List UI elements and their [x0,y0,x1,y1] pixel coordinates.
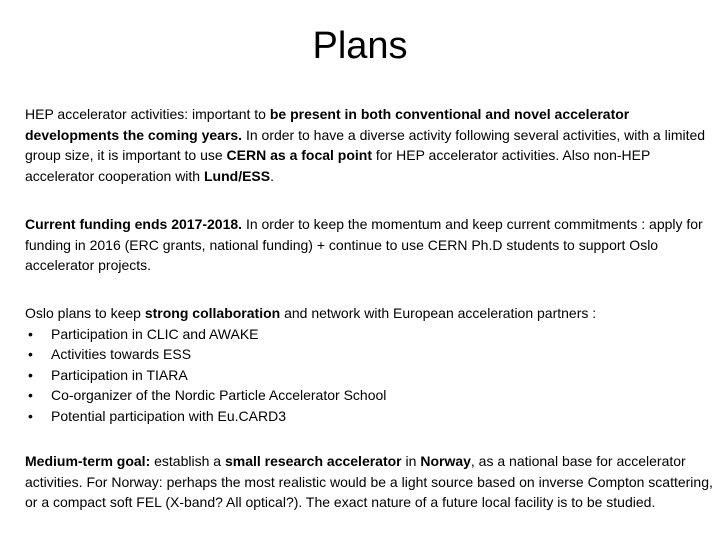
p1-text-3: for HEP accelerator activities. Also non-HEP accelerator cooperation with [25,147,651,184]
list-item [25,324,715,345]
paragraph-hep-activities [25,104,715,186]
bullet-icon: • [28,407,33,424]
list-item [25,365,715,386]
bullet-icon: • [28,387,33,403]
p1-text-1: HEP accelerator activities: important to [25,106,270,122]
p1-text-4: . [270,167,275,184]
p2-bold-1: Current funding ends 2017-2018. [25,216,243,232]
p3-intro [25,303,715,324]
bullet-icon: • [28,366,33,383]
paragraph-collaboration [25,303,715,426]
bullet-icon: • [28,346,33,362]
partner-bullet-list [25,324,715,427]
p1-bold-3: Lund/ESS [204,167,271,184]
p4-bold-1: Medium-term goal: [25,453,151,469]
paragraph-medium-term-goal [25,451,715,513]
p4-bold-2: small research accelerator [224,453,402,469]
list-item-text: Participation in TIARA [51,366,188,383]
p4-bold-3: Norway [420,453,471,469]
slide-title: Plans [312,25,408,67]
list-item [25,406,715,427]
paragraph-funding [25,214,715,276]
p4-text-3: , as a national base for accelerator activities. For Norway: perhaps the most realistic would be a light source based on inverse Compton scattering, or a compact soft FEL (X-band? All optical?). The exact nature of a future local facility is to be studied. [25,453,713,510]
list-item-text: Activities towards ESS [51,346,192,362]
list-item [25,385,715,406]
p4-text-2: in [401,453,421,469]
p3-bold-1: strong collaboration [144,305,281,321]
p1-bold-1: be present in both conventional and novel accelerator developments the coming years. [25,106,630,143]
p4-text-1: establish a [150,453,225,469]
list-item [25,344,715,365]
p1-text-2: In order to have a diverse activity following several activities, with a limited group size, it is important to use [25,126,706,163]
p2-text-1: In order to keep the momentum and keep current commitments : apply for funding in 2016 (ERC grants, national funding) + continue to use CERN Ph.D students to support Oslo accelerator projects. [25,216,703,273]
p3-text-1: Oslo plans to keep [25,305,145,321]
bullet-icon: • [28,325,33,342]
list-item-text: Potential participation with Eu.CARD3 [51,407,287,424]
p3-text-2: and network with European acceleration partners : [280,305,597,321]
list-item-text: Participation in CLIC and AWAKE [51,325,259,342]
list-item-text: Co-organizer of the Nordic Particle Accelerator School [51,387,387,403]
p1-bold-2: CERN as a focal point [226,147,373,163]
